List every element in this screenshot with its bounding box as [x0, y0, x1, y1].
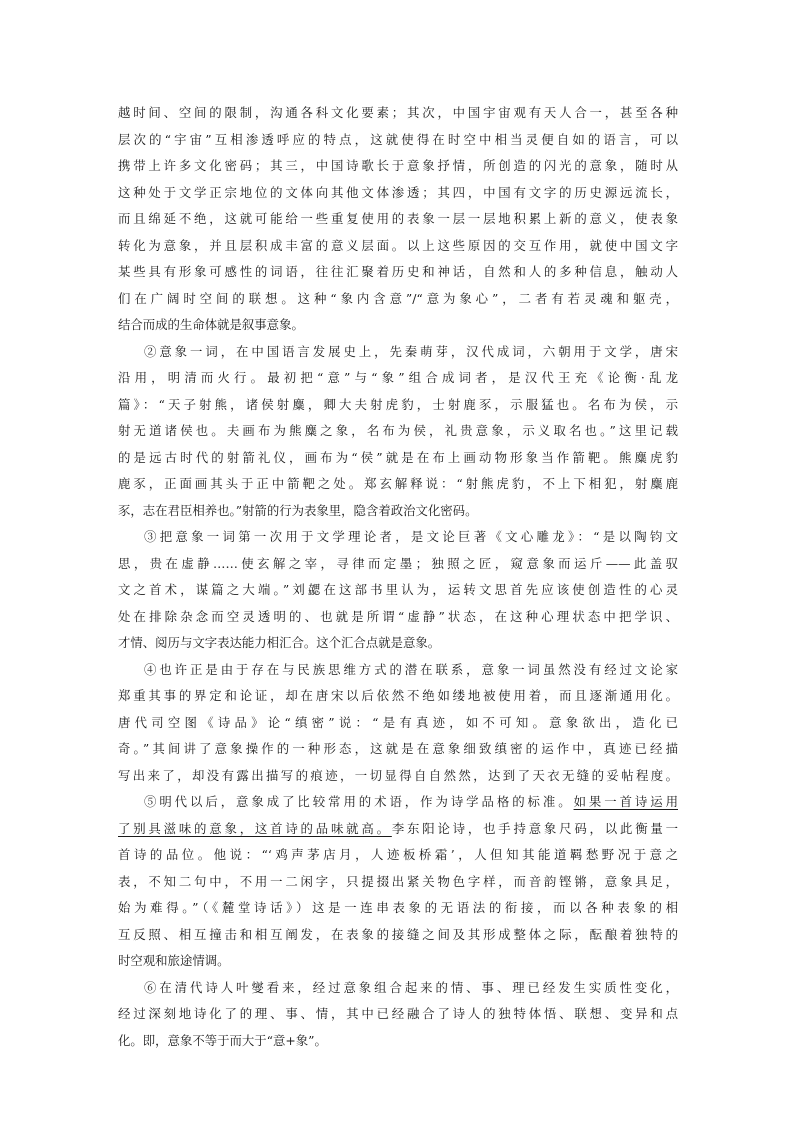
text-line: 首诗的品位。他说：“‘鸡声茅店月，人迹板桥霜’，人但知其能道羁愁野况于意之	[118, 847, 678, 862]
text-line: 鹿豕，正面画其头于正中箭靶之处。郑玄解释说：“射熊虎豹，不上下相犯，射麋鹿	[118, 476, 678, 491]
text-line: 奇。”其间讲了意象操作的一种形态，这就是在意象细致缜密的运作中，真迹已经描	[118, 741, 678, 756]
text-line	[118, 816, 678, 843]
text-line: ③把意象一词第一次用于文学理论者，是文论巨著《文心雕龙》：“是以陶钧文	[144, 529, 678, 544]
text-line: 处在排除杂念而空灵透明的、也就是所谓“虚静”状态，在这种心理状态中把学识、	[118, 608, 678, 624]
text-line: 写出来了，却没有露出描写的痕迹，一切显得自自然然，达到了天衣无缝的妥帖程度。	[118, 767, 678, 783]
paragraph-5	[118, 789, 678, 975]
document-page	[118, 100, 678, 1054]
text-line: 郑重其事的界定和论证，却在唐宋以后依然不绝如缕地被使用着，而且逐渐通用化。	[118, 688, 678, 703]
text-line: 才情、阅历与文字表达能力相汇合。这个汇合点就是意象。	[118, 635, 441, 650]
underlined-text: 如果一首诗运用	[573, 794, 678, 809]
text-line: 时空观和旅途情调。	[118, 953, 230, 968]
paragraph-6	[118, 975, 678, 1055]
text-line: 豕，志在君臣相养也。”射箭的行为表象里，隐含着政治文化密码。	[118, 502, 478, 518]
paragraph-4	[118, 657, 678, 790]
text-line: 沿用，明清而火行。最初把“意”与“象”组合成词者，是汉代王充《论衡·乱龙	[118, 370, 678, 385]
text-line: 经过深刻地诗化了的理、事、情，其中已经融合了诗人的独特体悟、联想、变异和点	[118, 1006, 678, 1021]
text-line: 互反照、相互撞击和相互阐发，在表象的接缝之间及其形成整体之际，酝酿着独特的	[118, 926, 678, 942]
text-line: 化。即，意象不等于而大于“意+象”。	[118, 1032, 327, 1048]
text-line: 层次的“宇宙”互相渗透呼应的特点，这就使得在时空中相当灵便自如的语言，可以	[118, 131, 678, 147]
text-line: 们在广阔时空间的联想。这种“象内含意”/“意为象心”，二者有若灵魂和躯壳，	[118, 290, 678, 306]
text-line: ④也许正是由于存在与民族思维方式的潜在联系，意象一词虽然没有经过文论家	[144, 661, 678, 677]
text-line: 思，贵在虚静……使玄解之宰，寻律而定墨；独照之匠，窥意象而运斤——此盖驭	[118, 555, 678, 571]
text-line: 越时间、空间的限制，沟通各科文化要素；其次，中国宇宙观有天人合一，甚至各种	[118, 105, 678, 120]
paragraph-3	[118, 524, 678, 657]
text-line: 的是远古时代的射箭礼仪，画布为“侯”就是在布上画动物形象当作箭靶。熊麋虎豹	[118, 449, 678, 465]
text-line: 某些具有形象可感性的词语，往往汇聚着历史和神话，自然和人的多种信息，触动人	[118, 264, 678, 279]
text-line: ②意象一词，在中国语言发展史上，先秦萌芽，汉代成词，六朝用于文学，唐宋	[144, 343, 678, 359]
paragraph-1	[118, 100, 678, 339]
text-segment: ⑤明代以后，意象成了比较常用的术语，作为诗学品格的标准。	[144, 794, 574, 809]
text-segment: 李东阳论诗，也手持意象尺码，以此衡量一	[391, 820, 678, 836]
text-line: 唐代司空图《诗品》论“缜密”说：“是有真迹，如不可知。意象欲出，造化已	[118, 714, 678, 730]
text-line: 结合而成的生命体就是叙事意象。	[118, 317, 304, 332]
paragraph-2	[118, 339, 678, 525]
text-line: ⑥在清代诗人叶燮看来，经过意象组合起来的情、事、理已经发生实质性变化，	[144, 979, 678, 995]
text-line: 篇》：“天子射熊，诸侯射麋，卿大夫射虎豹，士射鹿豕，示服猛也。名布为侯，示	[118, 396, 678, 412]
text-line: 转化为意象，并且层积成丰富的意义层面。以上这些原因的交互作用，就使中国文字	[118, 237, 678, 253]
text-line: 这种处于文学正宗地位的文体向其他文体渗透；其四，中国有文字的历史源远流长，	[118, 184, 678, 200]
text-line: 表，不知二句中，不用一二闲字，只提掇出紧关物色字样，而音韵铿锵，意象具足，	[118, 873, 678, 889]
text-line: 文之首术，谋篇之大端。”刘勰在这部书里认为，运转文思首先应该使创造性的心灵	[118, 582, 678, 597]
text-line: 携带上许多文化密码；其三，中国诗歌长于意象抒情，所创造的闪光的意象，随时从	[118, 158, 678, 173]
text-line: 始为难得。”（《麓堂诗话》）这是一连串表象的无语法的衔接，而以各种表象的相	[118, 900, 678, 915]
underlined-text: 了别具滋味的意象，这首诗的品味就高。	[118, 820, 392, 836]
text-line	[118, 789, 678, 816]
text-line: 射无道诸侯也。夫画布为熊麋之象，名布为侯，礼贵意象，示义取名也。”这里记载	[118, 423, 678, 438]
text-line: 而且绵延不绝，这就可能给一些重复使用的表象一层一层地积累上新的意义，使表象	[118, 211, 678, 226]
